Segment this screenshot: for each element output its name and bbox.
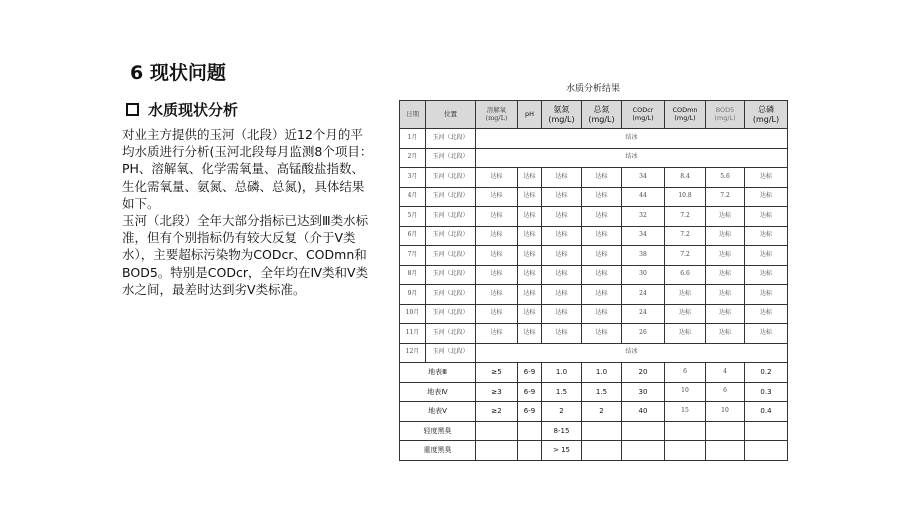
codmn-value-cell: 8.4 [665, 168, 706, 188]
tp-value-cell: 达标 [745, 187, 788, 207]
header-location: 位置 [426, 101, 476, 129]
bod5-value-cell: 达标 [706, 246, 745, 266]
month-row [400, 187, 788, 207]
water-quality-table [399, 100, 788, 461]
codmn-value-cell: 6.6 [665, 265, 706, 285]
header-dissolved-oxygen: 溶解氧 (mg/L) [476, 101, 518, 129]
ammonia-value-cell: 达标 [542, 226, 582, 246]
do-limit-cell [476, 441, 518, 461]
do-value-cell: 达标 [476, 285, 518, 305]
bod5-value-cell: 达标 [706, 324, 745, 344]
standard-row [400, 363, 788, 383]
location-cell: 玉河（北段） [426, 168, 476, 188]
bod5-value-cell: 达标 [706, 226, 745, 246]
do-limit-cell: ≥5 [476, 363, 518, 383]
month-cell: 6月 [400, 226, 426, 246]
ph-limit-cell: 6-9 [518, 363, 542, 383]
header-total-nitrogen: 总氮 (mg/L) [582, 101, 622, 129]
month-row [400, 246, 788, 266]
standard-row [400, 382, 788, 402]
tp-value-cell: 达标 [745, 285, 788, 305]
codcr-value-cell: 24 [622, 285, 665, 305]
month-row [400, 168, 788, 188]
month-row [400, 285, 788, 305]
bod5-limit-cell [706, 441, 745, 461]
frozen-cell: 结冰 [476, 148, 788, 168]
tn-value-cell: 达标 [582, 285, 622, 305]
ammonia-value-cell: 达标 [542, 168, 582, 188]
header-ammonia: 氨氮 (mg/L) [542, 101, 582, 129]
standard-name-cell: 地表Ⅲ [400, 363, 476, 383]
tn-value-cell: 达标 [582, 226, 622, 246]
month-row [400, 304, 788, 324]
location-cell: 玉河（北段） [426, 304, 476, 324]
bod5-limit-cell: 6 [706, 382, 745, 402]
frozen-cell: 结冰 [476, 343, 788, 363]
standard-name-cell: 地表Ⅴ [400, 402, 476, 422]
tn-value-cell: 达标 [582, 168, 622, 188]
ph-limit-cell: 6-9 [518, 402, 542, 422]
ph-value-cell: 达标 [518, 265, 542, 285]
tn-value-cell: 达标 [582, 265, 622, 285]
ammonia-limit-cell: 1.0 [542, 363, 582, 383]
codmn-value-cell: 7.2 [665, 207, 706, 227]
codcr-value-cell: 26 [622, 324, 665, 344]
codcr-value-cell: 24 [622, 304, 665, 324]
month-row [400, 343, 788, 363]
month-cell: 9月 [400, 285, 426, 305]
location-cell: 玉河（北段） [426, 285, 476, 305]
month-row [400, 207, 788, 227]
ph-value-cell: 达标 [518, 187, 542, 207]
do-limit-cell: ≥3 [476, 382, 518, 402]
analysis-paragraph-1: 对业主方提供的玉河（北段）近12个月的平均水质进行分析(玉河北段每月监测8个项目：PH、溶解氧、化学需氧量、高锰酸盐指数、生化需氧量、氨氮、总磷、总氮)，具体结果如下。 [122, 127, 373, 211]
bod5-value-cell: 达标 [706, 265, 745, 285]
tp-value-cell: 达标 [745, 207, 788, 227]
ph-value-cell: 达标 [518, 324, 542, 344]
codcr-value-cell: 38 [622, 246, 665, 266]
do-limit-cell: ≥2 [476, 402, 518, 422]
month-cell: 8月 [400, 265, 426, 285]
ammonia-limit-cell: 8-15 [542, 421, 582, 441]
ph-limit-cell [518, 421, 542, 441]
ammonia-value-cell: 达标 [542, 265, 582, 285]
codmn-value-cell: 7.2 [665, 246, 706, 266]
tn-value-cell: 达标 [582, 207, 622, 227]
month-cell: 10月 [400, 304, 426, 324]
tp-value-cell: 达标 [745, 324, 788, 344]
location-cell: 玉河（北段） [426, 226, 476, 246]
tp-limit-cell [745, 421, 788, 441]
standard-name-cell: 地表Ⅳ [400, 382, 476, 402]
location-cell: 玉河（北段） [426, 148, 476, 168]
bod5-limit-cell: 10 [706, 402, 745, 422]
do-value-cell: 达标 [476, 226, 518, 246]
codmn-value-cell: 10.8 [665, 187, 706, 207]
ph-value-cell: 达标 [518, 168, 542, 188]
do-value-cell: 达标 [476, 246, 518, 266]
ph-value-cell: 达标 [518, 285, 542, 305]
location-cell: 玉河（北段） [426, 324, 476, 344]
location-cell: 玉河（北段） [426, 265, 476, 285]
bod5-value-cell: 5.6 [706, 168, 745, 188]
tn-value-cell: 达标 [582, 324, 622, 344]
header-codmn: CODmn (mg/L) [665, 101, 706, 129]
month-row [400, 226, 788, 246]
ph-value-cell: 达标 [518, 207, 542, 227]
tp-value-cell: 达标 [745, 168, 788, 188]
codcr-limit-cell: 30 [622, 382, 665, 402]
location-cell: 玉河（北段） [426, 246, 476, 266]
month-cell: 7月 [400, 246, 426, 266]
ammonia-value-cell: 达标 [542, 324, 582, 344]
standard-name-cell: 重度黑臭 [400, 441, 476, 461]
location-cell: 玉河（北段） [426, 187, 476, 207]
codmn-limit-cell [665, 441, 706, 461]
tp-value-cell: 达标 [745, 246, 788, 266]
month-cell: 12月 [400, 343, 426, 363]
tn-value-cell: 达标 [582, 304, 622, 324]
header-codcr: CODcr (mg/L) [622, 101, 665, 129]
codcr-value-cell: 34 [622, 226, 665, 246]
tn-limit-cell [582, 421, 622, 441]
codmn-limit-cell: 15 [665, 402, 706, 422]
ph-limit-cell [518, 441, 542, 461]
codcr-limit-cell: 20 [622, 363, 665, 383]
table-header-row [400, 101, 788, 129]
tp-limit-cell: 0.3 [745, 382, 788, 402]
do-value-cell: 达标 [476, 304, 518, 324]
tp-limit-cell [745, 441, 788, 461]
analysis-text [122, 126, 374, 298]
codmn-value-cell: 达标 [665, 304, 706, 324]
ammonia-value-cell: 达标 [542, 246, 582, 266]
ammonia-value-cell: 达标 [542, 304, 582, 324]
codcr-value-cell: 32 [622, 207, 665, 227]
header-bod5: BOD5 (mg/L) [706, 101, 745, 129]
ph-value-cell: 达标 [518, 246, 542, 266]
do-value-cell: 达标 [476, 324, 518, 344]
codmn-value-cell: 7.2 [665, 226, 706, 246]
do-value-cell: 达标 [476, 207, 518, 227]
ammonia-value-cell: 达标 [542, 207, 582, 227]
standard-row [400, 441, 788, 461]
ammonia-limit-cell: > 15 [542, 441, 582, 461]
month-cell: 1月 [400, 129, 426, 149]
tn-value-cell: 达标 [582, 187, 622, 207]
tn-limit-cell: 2 [582, 402, 622, 422]
codcr-value-cell: 44 [622, 187, 665, 207]
tp-limit-cell: 0.2 [745, 363, 788, 383]
codcr-limit-cell [622, 441, 665, 461]
codcr-limit-cell [622, 421, 665, 441]
analysis-paragraph-2: 玉河（北段）全年大部分指标已达到Ⅲ类水标准，但有个别指标仍有较大反复（介于Ⅴ类水），主要超标污染物为CODcr、CODmn和BOD5。特别是CODcr，全年均在Ⅳ类和Ⅴ类水之间，最差时达到劣Ⅴ类标准。 [122, 213, 369, 297]
section-heading [126, 99, 238, 120]
codmn-limit-cell: 10 [665, 382, 706, 402]
tn-limit-cell [582, 441, 622, 461]
do-value-cell: 达标 [476, 168, 518, 188]
month-cell: 2月 [400, 148, 426, 168]
tn-limit-cell: 1.0 [582, 363, 622, 383]
bod5-value-cell: 7.2 [706, 187, 745, 207]
location-cell: 玉河（北段） [426, 343, 476, 363]
tp-value-cell: 达标 [745, 226, 788, 246]
month-row [400, 148, 788, 168]
month-row [400, 129, 788, 149]
ammonia-limit-cell: 1.5 [542, 382, 582, 402]
bod5-limit-cell [706, 421, 745, 441]
ph-value-cell: 达标 [518, 226, 542, 246]
standard-name-cell: 轻度黑臭 [400, 421, 476, 441]
bod5-value-cell: 达标 [706, 304, 745, 324]
location-cell: 玉河（北段） [426, 207, 476, 227]
header-ph: pH [518, 101, 542, 129]
ammonia-value-cell: 达标 [542, 187, 582, 207]
codcr-value-cell: 34 [622, 168, 665, 188]
month-cell: 3月 [400, 168, 426, 188]
header-total-phosphorus: 总磷 (mg/L) [745, 101, 788, 129]
codcr-limit-cell: 40 [622, 402, 665, 422]
square-bullet-icon [126, 103, 139, 116]
standard-row [400, 421, 788, 441]
codcr-value-cell: 30 [622, 265, 665, 285]
month-row [400, 324, 788, 344]
standard-row [400, 402, 788, 422]
month-row [400, 265, 788, 285]
tn-limit-cell: 1.5 [582, 382, 622, 402]
do-value-cell: 达标 [476, 265, 518, 285]
codmn-value-cell: 达标 [665, 285, 706, 305]
codmn-value-cell: 达标 [665, 324, 706, 344]
bod5-value-cell: 达标 [706, 207, 745, 227]
tp-value-cell: 达标 [745, 304, 788, 324]
table-caption: 水质分析结果 [565, 84, 620, 94]
ammonia-value-cell: 达标 [542, 285, 582, 305]
tn-value-cell: 达标 [582, 246, 622, 266]
do-limit-cell [476, 421, 518, 441]
location-cell: 玉河（北段） [426, 129, 476, 149]
tp-value-cell: 达标 [745, 265, 788, 285]
slide-title: 6 现状问题 [130, 62, 226, 84]
codmn-limit-cell [665, 421, 706, 441]
month-cell: 4月 [400, 187, 426, 207]
bod5-limit-cell: 4 [706, 363, 745, 383]
header-date: 日期 [400, 101, 426, 129]
frozen-cell: 结冰 [476, 129, 788, 149]
bod5-value-cell: 达标 [706, 285, 745, 305]
section-heading-label: 水质现状分析 [148, 101, 239, 119]
do-value-cell: 达标 [476, 187, 518, 207]
codmn-limit-cell: 6 [665, 363, 706, 383]
month-cell: 5月 [400, 207, 426, 227]
ph-value-cell: 达标 [518, 304, 542, 324]
month-cell: 11月 [400, 324, 426, 344]
ph-limit-cell: 6-9 [518, 382, 542, 402]
ammonia-limit-cell: 2 [542, 402, 582, 422]
tp-limit-cell: 0.4 [745, 402, 788, 422]
